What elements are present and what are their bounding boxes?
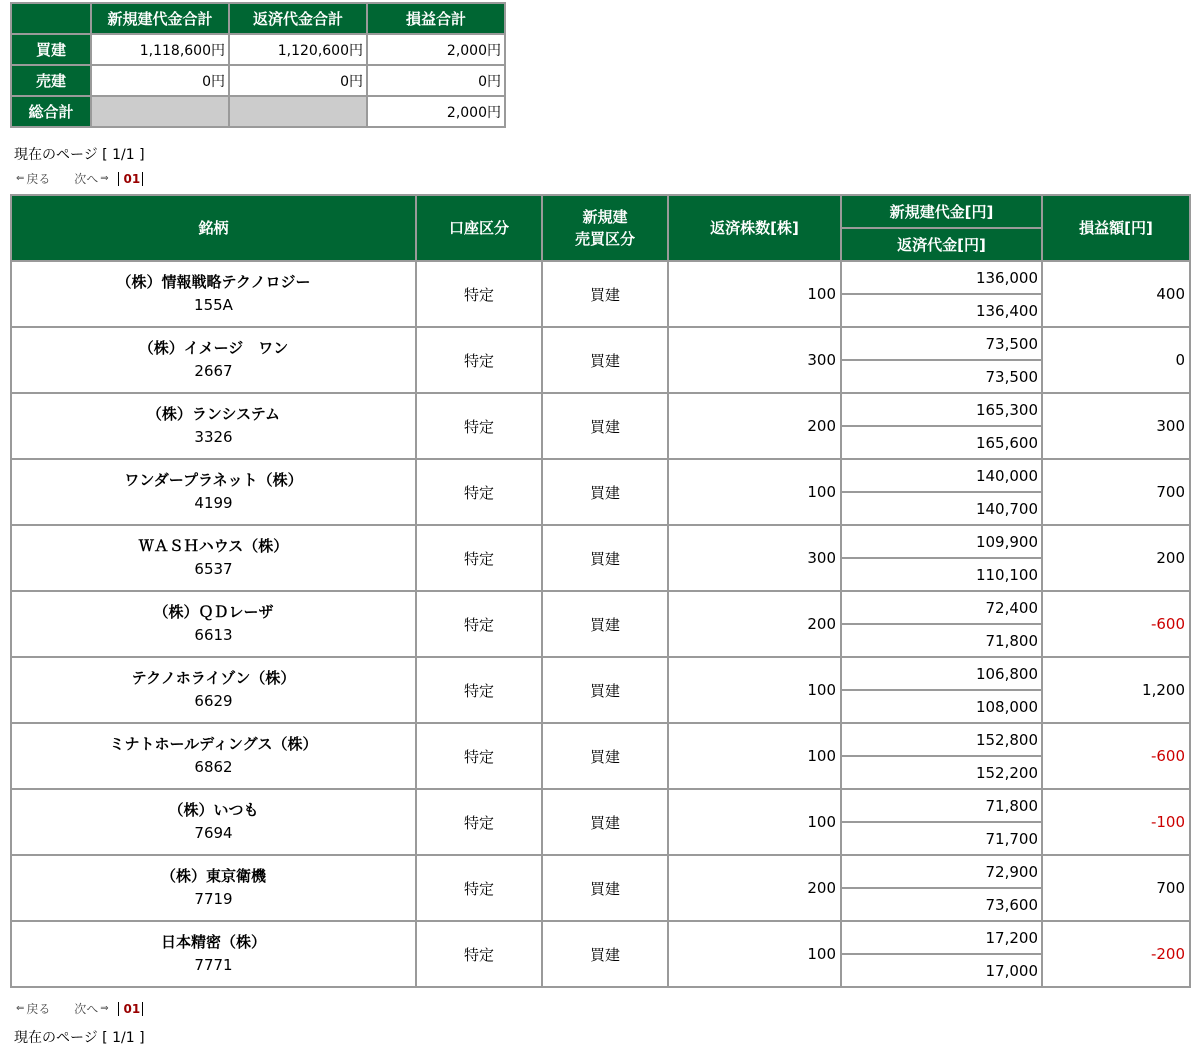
stock-cell — [12, 526, 415, 590]
summary-corner — [12, 4, 90, 33]
table-row — [12, 592, 1189, 623]
stock-name[interactable]: 日本精密（株） — [160, 933, 266, 951]
summary-header: 返済代金合計 — [230, 4, 366, 33]
stock-name[interactable]: （株）ＱＤレーザ — [153, 603, 274, 621]
summary-cell: 1,120,600円 — [230, 35, 366, 64]
trade-type: 買建 — [543, 526, 667, 590]
close-amount: 108,000 — [842, 691, 1041, 722]
close-amount: 152,200 — [842, 757, 1041, 788]
header-open-amount: 新規建代金[円] — [842, 196, 1041, 227]
back-link[interactable]: ⇐ 戻る — [16, 998, 50, 1019]
back-icon: ⇐ — [16, 1002, 25, 1014]
positions-table — [10, 194, 1191, 988]
close-amount: 71,800 — [842, 625, 1041, 656]
summary-cell: 0円 — [230, 66, 366, 95]
next-link[interactable]: 次へ ⇒ — [74, 168, 110, 189]
close-amount: 73,600 — [842, 889, 1041, 920]
summary-row-label: 売建 — [12, 66, 90, 95]
header-account: 口座区分 — [417, 196, 541, 260]
account-type: 特定 — [417, 526, 541, 590]
summary-table — [10, 2, 506, 128]
stock-code: 2667 — [194, 362, 233, 380]
profit-loss: -600 — [1043, 592, 1189, 656]
account-type: 特定 — [417, 658, 541, 722]
profit-loss: 700 — [1043, 856, 1189, 920]
stock-name[interactable]: テクノホライゾン（株） — [131, 669, 296, 687]
header-close-amount: 返済代金[円] — [842, 229, 1041, 260]
stock-cell — [12, 328, 415, 392]
close-amount: 17,000 — [842, 955, 1041, 986]
stock-name[interactable]: （株）イメージ ワン — [138, 339, 289, 357]
account-type: 特定 — [417, 724, 541, 788]
profit-loss: 300 — [1043, 394, 1189, 458]
trade-type: 買建 — [543, 460, 667, 524]
table-row — [12, 658, 1189, 689]
summary-cell: 0円 — [368, 66, 504, 95]
open-amount: 71,800 — [842, 790, 1041, 821]
stock-name[interactable]: （株）東京衛機 — [160, 867, 266, 885]
header-trade: 新規建 売買区分 — [543, 196, 667, 260]
summary-header: 新規建代金合計 — [92, 4, 228, 33]
stock-name[interactable]: ミナトホールディングス（株） — [109, 735, 318, 753]
stock-name[interactable]: ワンダープラネット（株） — [124, 471, 303, 489]
table-row — [12, 922, 1189, 953]
stock-cell — [12, 724, 415, 788]
table-row — [12, 262, 1189, 293]
stock-code: 7694 — [194, 824, 233, 842]
stock-cell — [12, 658, 415, 722]
stock-cell — [12, 856, 415, 920]
profit-loss: -100 — [1043, 790, 1189, 854]
open-amount: 109,900 — [842, 526, 1041, 557]
stock-name[interactable]: （株）情報戦略テクノロジー — [116, 273, 311, 291]
close-quantity: 100 — [669, 460, 840, 524]
open-amount: 17,200 — [842, 922, 1041, 953]
open-amount: 140,000 — [842, 460, 1041, 491]
account-type: 特定 — [417, 460, 541, 524]
trade-type: 買建 — [543, 328, 667, 392]
stock-code: 7719 — [194, 890, 233, 908]
open-amount: 72,400 — [842, 592, 1041, 623]
header-name: 銘柄 — [12, 196, 415, 260]
stock-cell — [12, 460, 415, 524]
close-amount: 71,700 — [842, 823, 1041, 854]
trade-type: 買建 — [543, 658, 667, 722]
stock-code: 6862 — [194, 758, 233, 776]
trade-type: 買建 — [543, 592, 667, 656]
profit-loss: 0 — [1043, 328, 1189, 392]
header-pnl: 損益額[円] — [1043, 196, 1189, 260]
trade-type: 買建 — [543, 856, 667, 920]
pager-bottom — [16, 998, 143, 1018]
close-amount: 110,100 — [842, 559, 1041, 590]
close-amount: 73,500 — [842, 361, 1041, 392]
account-type: 特定 — [417, 328, 541, 392]
account-type: 特定 — [417, 790, 541, 854]
open-amount: 136,000 — [842, 262, 1041, 293]
summary-cell: 0円 — [92, 66, 228, 95]
stock-code: 7771 — [194, 956, 233, 974]
close-quantity: 100 — [669, 790, 840, 854]
trade-type: 買建 — [543, 262, 667, 326]
close-quantity: 100 — [669, 658, 840, 722]
stock-code: 6537 — [194, 560, 233, 578]
open-amount: 73,500 — [842, 328, 1041, 359]
close-quantity: 100 — [669, 922, 840, 986]
pager-top — [16, 168, 143, 188]
page-number-link[interactable]: 01 — [118, 172, 143, 186]
stock-cell — [12, 922, 415, 986]
table-row — [12, 790, 1189, 821]
summary-cell: 1,118,600円 — [92, 35, 228, 64]
stock-cell — [12, 262, 415, 326]
trade-type: 買建 — [543, 922, 667, 986]
close-quantity: 200 — [669, 394, 840, 458]
account-type: 特定 — [417, 592, 541, 656]
summary-cell: 2,000円 — [368, 35, 504, 64]
stock-cell — [12, 592, 415, 656]
open-amount: 72,900 — [842, 856, 1041, 887]
stock-code: 155A — [194, 296, 233, 314]
account-type: 特定 — [417, 262, 541, 326]
trade-type: 買建 — [543, 394, 667, 458]
trade-type: 買建 — [543, 724, 667, 788]
account-type: 特定 — [417, 922, 541, 986]
back-link[interactable]: ⇐ 戻る — [16, 168, 50, 189]
close-quantity: 200 — [669, 592, 840, 656]
stock-name[interactable]: ＷＡＳＨハウス（株） — [138, 537, 289, 555]
table-row — [12, 460, 1189, 491]
profit-loss: 400 — [1043, 262, 1189, 326]
profit-loss: 700 — [1043, 460, 1189, 524]
summary-row-label: 買建 — [12, 35, 90, 64]
open-amount: 106,800 — [842, 658, 1041, 689]
stock-code: 4199 — [194, 494, 233, 512]
next-link[interactable]: 次へ ⇒ — [74, 998, 110, 1019]
stock-code: 6613 — [194, 626, 233, 644]
account-type: 特定 — [417, 394, 541, 458]
profit-loss: -600 — [1043, 724, 1189, 788]
next-icon: ⇒ — [100, 172, 109, 184]
summary-row-label: 総合計 — [12, 97, 90, 126]
close-amount: 140,700 — [842, 493, 1041, 524]
back-icon: ⇐ — [16, 172, 25, 184]
profit-loss: -200 — [1043, 922, 1189, 986]
table-row — [12, 856, 1189, 887]
table-row — [12, 328, 1189, 359]
stock-code: 6629 — [194, 692, 233, 710]
stock-name[interactable]: （株）ランシステム — [146, 405, 281, 423]
summary-cell: 2,000円 — [368, 97, 504, 126]
summary-cell-empty — [92, 97, 228, 126]
stock-cell — [12, 394, 415, 458]
open-amount: 152,800 — [842, 724, 1041, 755]
header-qty: 返済株数[株] — [669, 196, 840, 260]
next-icon: ⇒ — [100, 1002, 109, 1014]
table-row — [12, 394, 1189, 425]
open-amount: 165,300 — [842, 394, 1041, 425]
stock-cell — [12, 790, 415, 854]
summary-header: 損益合計 — [368, 4, 504, 33]
trade-type: 買建 — [543, 790, 667, 854]
close-quantity: 200 — [669, 856, 840, 920]
close-quantity: 300 — [669, 328, 840, 392]
positions-body — [12, 262, 1189, 986]
summary-cell-empty — [230, 97, 366, 126]
profit-loss: 1,200 — [1043, 658, 1189, 722]
close-amount: 136,400 — [842, 295, 1041, 326]
stock-name[interactable]: （株）いつも — [168, 801, 259, 819]
page-info-bottom: 現在のページ [ 1/1 ] — [14, 1030, 145, 1046]
close-quantity: 100 — [669, 262, 840, 326]
close-quantity: 300 — [669, 526, 840, 590]
page-number-link[interactable]: 01 — [118, 1002, 143, 1016]
close-amount: 165,600 — [842, 427, 1041, 458]
table-row — [12, 724, 1189, 755]
table-row — [12, 526, 1189, 557]
account-type: 特定 — [417, 856, 541, 920]
stock-code: 3326 — [194, 428, 233, 446]
page-info-top: 現在のページ [ 1/1 ] — [14, 147, 145, 163]
profit-loss: 200 — [1043, 526, 1189, 590]
close-quantity: 100 — [669, 724, 840, 788]
